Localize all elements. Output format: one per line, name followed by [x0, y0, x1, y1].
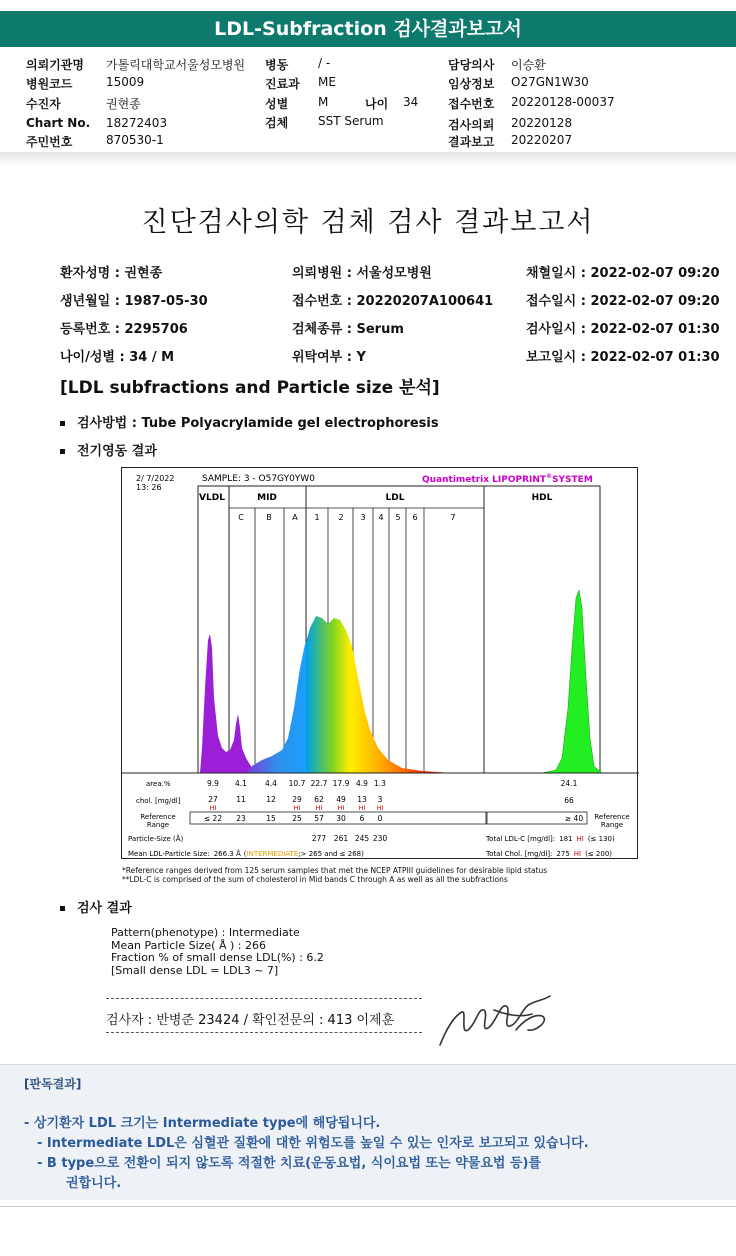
mean-ldl-line: Mean LDL-Particle Size: 266.3 Å (INTERMEDIATE;> 265 and ≤ 268) — [128, 850, 364, 858]
chart-svg — [122, 468, 639, 860]
report-title: 진단검사의학 검체 검사 결과보고서 — [141, 207, 595, 238]
zone-mid: MID — [257, 493, 277, 503]
sex-label: 성별 — [265, 97, 289, 111]
mean-ldl-value: 266.3 Å — [213, 850, 241, 858]
ref-value: 57 — [314, 814, 324, 823]
signature-line-bottom — [106, 1032, 422, 1033]
signature-line-top — [106, 998, 422, 999]
area-value: 4.1 — [235, 779, 247, 788]
reference-values — [204, 814, 383, 823]
band-label-3: 3 — [360, 513, 366, 522]
total-ldl-line — [485, 835, 615, 843]
particle-value: 230 — [372, 834, 388, 843]
signature-stroke — [440, 996, 550, 1045]
ref-label-right-1: Reference — [594, 813, 630, 821]
chol-label: chol. [mg/dl] — [136, 797, 181, 805]
sex-value: M — [318, 95, 329, 109]
mean-ldl-range: ;> 265 and ≤ 268) — [298, 850, 364, 858]
hdl-area: 24.1 — [560, 779, 578, 788]
id-label: 주민번호 — [26, 135, 73, 149]
reading-line-1: - 상기환자 LDL 크기는 Intermediate type에 해당됩니다. — [24, 1116, 381, 1131]
total-ldl-value: 181 — [559, 835, 573, 843]
report-date-value: 20220207 — [511, 133, 573, 147]
dept-label: 진료과 — [265, 77, 300, 91]
ward-label: 병동 — [265, 58, 289, 72]
result-details — [111, 927, 324, 977]
plot-frame — [198, 486, 600, 773]
ldl-peak — [306, 616, 452, 773]
receipt-date: 접수일시 : 2022-02-07 09:20 — [526, 294, 720, 309]
chart-no-value: 18272403 — [106, 116, 168, 130]
area-value: 9.9 — [207, 779, 219, 788]
particle-value: 245 — [354, 834, 370, 843]
hi-flag: HI — [358, 804, 366, 812]
chol-values — [208, 795, 383, 812]
reading-line-3: - B type으로 전환이 되지 않도록 적절한 치료(운동요법, 식이요법 또는 약물요법 등)를 — [37, 1156, 542, 1171]
brand-name: Quantimetrix LIPOPRINT — [422, 475, 547, 485]
band-label-2: 2 — [338, 513, 344, 522]
chol-value: 27 — [208, 795, 218, 804]
reading-line-4: 권합니다. — [66, 1176, 122, 1191]
consignment: 위탁여부 : Y — [292, 350, 366, 365]
ref-value: 25 — [292, 814, 302, 823]
registration-number: 등록번호 : 2295706 — [60, 322, 188, 337]
referring-hospital: 의뢰병원 : 서울성모병원 — [292, 266, 432, 281]
band-label-c: C — [238, 513, 244, 522]
ref-value: 15 — [266, 814, 276, 823]
area-value: 22.7 — [310, 779, 328, 788]
vldl-peak — [200, 634, 262, 773]
mean-particle-size: Mean Particle Size( Å ) : 266 — [111, 938, 266, 952]
band-label-4: 4 — [378, 513, 384, 522]
band-labels — [238, 513, 455, 522]
receipt-value: 20220128-00037 — [511, 95, 615, 109]
doctor-label: 담당의사 — [448, 58, 495, 72]
chart-sample: SAMPLE: 3 - O57GY0YW0 — [202, 474, 315, 484]
area-label — [146, 780, 171, 788]
hi-flag: HI — [376, 804, 384, 812]
report-date-label: 결과보고 — [448, 135, 495, 149]
small-dense-fraction: Fraction % of small dense LDL(%) : 6.2 — [111, 951, 324, 964]
dept-value: ME — [318, 75, 336, 89]
result-heading — [60, 897, 132, 916]
area-value: 17.9 — [332, 779, 350, 788]
patient-label: 수진자 — [26, 97, 61, 111]
report-date: 보고일시 : 2022-02-07 01:30 — [526, 350, 720, 365]
chart-time: 13: 26 — [136, 483, 162, 492]
chol-value: 29 — [292, 795, 302, 804]
pattern: Pattern(phenotype) : Intermediate — [111, 926, 300, 939]
report-header: LDL-Subfraction 검사결과보고서 — [0, 11, 736, 47]
request-value: 20220128 — [511, 116, 573, 130]
chol-value: 12 — [266, 795, 276, 804]
ref-value: 30 — [336, 814, 346, 823]
hi-flag: HI — [315, 804, 323, 812]
total-chol-value: 275 — [556, 850, 570, 858]
result-title: 검사 결과 — [77, 901, 132, 916]
area-value: 1.3 — [374, 779, 386, 788]
chart-date: 2/ 7/2022 — [136, 474, 175, 483]
bullet-icon — [60, 421, 65, 426]
specimen-value: SST Serum — [318, 114, 384, 128]
specimen-type: 검체종류 : Serum — [292, 322, 404, 337]
reading-title: [판독결과] — [24, 1077, 82, 1091]
footnote-1: *Reference ranges derived from 125 serum samples that met the NCEP ATPIII guidelines for desirable lipid status — [122, 866, 548, 875]
area-value: 4.4 — [265, 779, 277, 788]
ref-value: 6 — [359, 814, 365, 823]
area-label-text: area.% — [146, 780, 171, 788]
receipt-number: 접수번호 : 20220207A100641 — [292, 294, 494, 309]
hdl-ref: ≥ 40 — [564, 814, 584, 823]
bottom-divider — [0, 1206, 736, 1207]
hospital-code-label: 병원코드 — [26, 77, 73, 91]
test-date: 검사일시 : 2022-02-07 01:30 — [526, 322, 720, 337]
brand-suffix: SYSTEM — [552, 475, 593, 485]
age-value: 34 — [403, 95, 419, 109]
ref-label-1: Reference — [140, 813, 176, 821]
band-label-a: A — [292, 513, 298, 522]
chart-no-label: Chart No. — [26, 116, 91, 130]
small-dense-definition: [Small dense LDL = LDL3 ~ 7] — [111, 963, 279, 977]
birth-date: 생년월일 : 1987-05-30 — [60, 294, 208, 309]
electrophoresis-heading — [60, 440, 157, 459]
zone-ldl: LDL — [385, 493, 405, 503]
mean-ldl-flag: INTERMEDIATE — [246, 850, 299, 858]
patient-value: 권현종 — [106, 97, 141, 111]
total-chol-flag: HI — [573, 850, 582, 858]
clinical-label: 임상정보 — [448, 77, 495, 91]
registered-icon: ® — [546, 473, 553, 480]
band-label-6: 6 — [412, 513, 418, 522]
ref-label-right-2: Range — [600, 821, 624, 829]
particle-value: 277 — [311, 834, 327, 843]
chol-value: 11 — [236, 795, 246, 804]
area-value: 10.7 — [288, 779, 306, 788]
id-value: 870530-1 — [106, 133, 164, 147]
mean-ldl-label: Mean LDL-Particle Size: — [128, 850, 210, 858]
peak-areas — [200, 590, 602, 773]
particle-value: 261 — [333, 834, 349, 843]
ref-value: ≤ 22 — [203, 814, 223, 823]
ref-value: 23 — [236, 814, 246, 823]
signature-image — [432, 990, 562, 1055]
blood-collection-date: 채혈일시 : 2022-02-07 09:20 — [526, 266, 720, 281]
total-chol-line — [485, 850, 612, 858]
reading-line-2: - Intermediate LDL은 심혈관 질환에 대한 위험도를 높일 수 있는 인자로 보고되고 있습니다. — [37, 1136, 589, 1151]
method-line — [60, 412, 439, 431]
hi-flag: HI — [337, 804, 345, 812]
total-ldl-flag: HI — [576, 835, 584, 843]
area-values — [207, 779, 386, 788]
chol-value: 13 — [357, 795, 367, 804]
receipt-label: 접수번호 — [448, 97, 495, 111]
hdl-peak — [542, 590, 602, 773]
band-label-1: 1 — [314, 513, 320, 522]
institution-label: 의뢰기관명 — [26, 58, 84, 72]
particle-values — [312, 834, 388, 843]
total-chol-label: Total Chol. [mg/dl]: — [486, 850, 553, 858]
total-ldl-ref: (≤ 130) — [587, 835, 615, 843]
total-ldl-label: Total LDL-C [mg/dl]: — [486, 835, 556, 843]
zone-vldl: VLDL — [199, 493, 225, 503]
zone-hdl: HDL — [531, 493, 553, 503]
chol-value: 62 — [314, 795, 324, 804]
chart-brand — [422, 473, 593, 485]
divider-shadow — [0, 152, 736, 166]
bullet-icon — [60, 906, 65, 911]
patient-info-block — [0, 52, 736, 152]
ref-label-2: Range — [146, 821, 170, 829]
hi-flag: HI — [209, 804, 217, 812]
doctor-value: 이승환 — [511, 58, 546, 72]
bullet-icon — [60, 449, 65, 454]
band-label-7: 7 — [450, 513, 456, 522]
electrophoresis-chart — [121, 467, 638, 859]
section-title: [LDL subfractions and Particle size 분석] — [60, 378, 440, 398]
signature-text: 검사자 : 반병준 23424 / 확인전문의 : 413 이제훈 — [106, 1013, 395, 1028]
area-value: 4.9 — [356, 779, 368, 788]
ward-value: / - — [318, 56, 331, 70]
electrophoresis-title: 전기영동 결과 — [77, 444, 157, 459]
hi-flag: HI — [293, 804, 301, 812]
institution-value: 가톨릭대학교서울성모병원 — [106, 58, 246, 72]
band-label-5: 5 — [395, 513, 401, 522]
hospital-code-value: 15009 — [106, 75, 145, 89]
hdl-chol: 66 — [564, 796, 574, 805]
total-chol-ref: (≤ 200) — [585, 850, 613, 858]
specimen-label: 검체 — [265, 116, 289, 130]
chol-value: 3 — [377, 795, 383, 804]
patient-name: 환자성명 : 권현종 — [60, 266, 163, 281]
clinical-value: O27GN1W30 — [511, 75, 589, 89]
age-sex: 나이/성별 : 34 / M — [60, 350, 175, 365]
method-text: 검사방법 : Tube Polyacrylamide gel electrophoresis — [77, 416, 439, 431]
ref-value: 0 — [377, 814, 383, 823]
chol-value: 49 — [336, 795, 346, 804]
age-label: 나이 — [365, 97, 389, 111]
particle-label: Particle-Size (Å) — [128, 835, 184, 843]
band-label-b: B — [266, 513, 272, 522]
footnote-2: **LDL-C is comprised of the sum of cholesterol in Mid bands C through A as well as all the subfractions — [122, 875, 508, 884]
request-label: 검사의뢰 — [448, 118, 495, 132]
